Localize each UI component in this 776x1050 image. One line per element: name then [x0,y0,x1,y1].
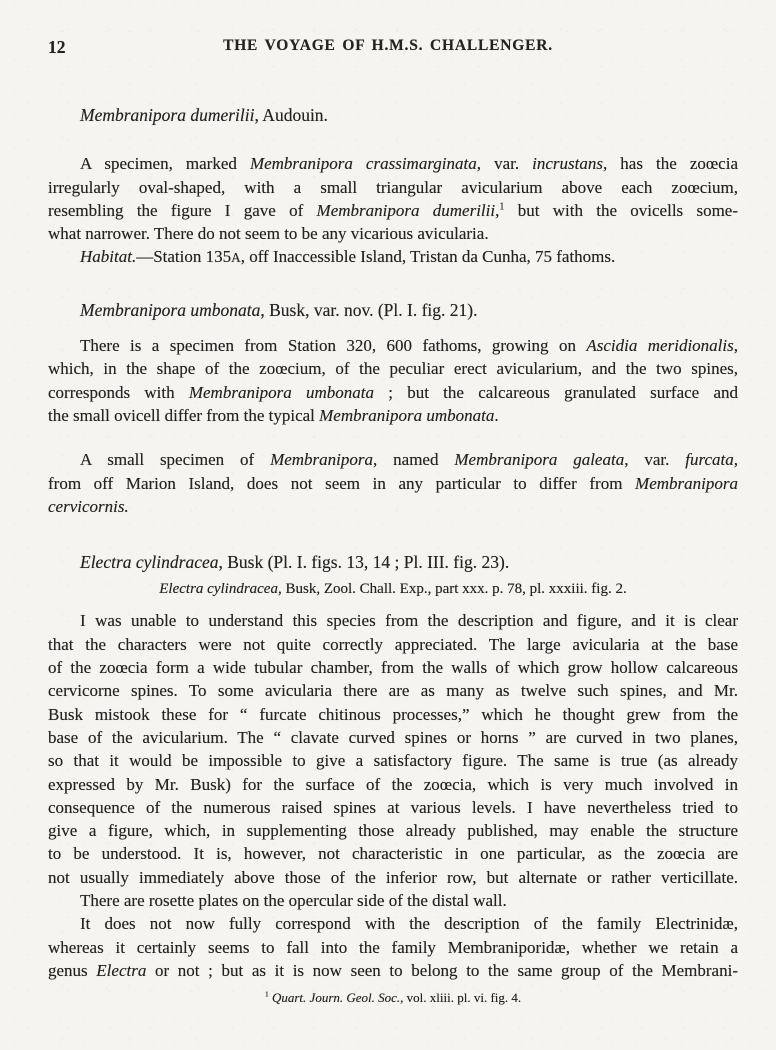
text-run: , Busk, var. nov. (Pl. I. fig. 21). [260,299,478,320]
text-line [48,199,738,222]
text-run: Habitat. [80,247,137,267]
text-run: but with the ovicells some- [504,200,738,220]
text-run: that the characters were not quite correctly appreciated. The large avicularia at the base [48,634,738,654]
text-line [48,495,738,518]
text-run: Membranipora dumerilii [80,105,255,125]
text-run: , Busk, Zool. Chall. Exp., part xxx. p. 78, pl. xxxiii. fig. 2. [277,581,627,598]
text-run: which, in the shape of the zoœcium, of the peculiar erect avicularium, and the two spines, [48,359,738,379]
text-run: Membranipora [635,473,738,493]
text-run: , named [373,450,455,470]
paragraph-family-classification [48,912,738,982]
text-run: Quart. Journ. Geol. Soc. [271,990,401,1006]
text-line [48,726,738,749]
text-run: , vol. xliii. pl. vi. fig. 4. [400,990,522,1006]
text-run: resembling the figure I gave of [48,200,317,220]
text-line [48,959,738,982]
text-line [48,472,738,495]
text-run: A [231,250,241,266]
text-line [48,656,738,679]
text-line [48,334,738,357]
text-line [48,889,738,912]
text-run: Membranipora umbonata [188,382,375,402]
paragraph-electra-discussion [48,609,738,889]
text-run: 1 [499,201,505,213]
page-body [0,104,776,1007]
text-line [48,357,738,380]
text-run: , Audouin. [254,105,328,125]
text-run: . [494,405,499,425]
text-run: base of the avicularium. The “ clavate curved spines or horns ” are curved in two planes, [48,727,738,747]
text-line [48,152,738,175]
paragraph-crassimarginata [48,152,738,245]
text-run: ; but the calcareous granulated surface and [374,382,738,402]
text-line [48,448,738,471]
text-run: of the zoœcia form a wide tubular chamber, from the walls of which grow hollow calcareous [48,658,738,678]
text-run: There are rosette plates on the opercular side of the distal wall. [80,891,507,911]
text-line [48,842,738,865]
text-run: irregularly oval-shaped, with a small triangular avicularium above each zoœcium, [48,177,738,197]
text-run: , Busk (Pl. I. figs. 13, 14 ; Pl. III. fig. 23). [218,552,510,573]
text-run: cervicornis. [48,496,129,516]
text-run: so that it would be impossible to give a satisfactory figure. The same is true (as already [48,751,738,771]
text-line [48,245,738,269]
text-run: Membranipora umbonata [319,405,495,425]
footnote [48,988,738,1007]
text-line [48,749,738,772]
text-line [48,912,738,935]
text-run: , off Inaccessible Island, Tristan da Cunha, 75 fathoms. [240,247,616,267]
page-header [0,0,776,59]
text-run: , [733,336,738,356]
text-run: Busk mistook these for “ furcate chitinous processes,” which he thought grew from the [48,704,738,724]
text-run: Membranipora crassimarginata [249,154,477,174]
text-line [48,404,738,427]
text-run: , var. [476,154,533,174]
text-run: Membranipora galeata [454,450,625,470]
text-line [48,819,738,842]
paragraph-station-320 [48,334,738,427]
habitat-line [48,245,738,269]
synonymy-citation [48,579,738,599]
text-run: incrustans [532,154,603,174]
text-run: cervicorne spines. To some avicularia there are as many as twelve such spines, and Mr. [48,681,738,701]
text-run: Electra [96,960,147,980]
text-run: Membranipora [270,450,374,470]
species-heading-membranipora-umbonata [48,299,738,322]
text-run: corresponds with [48,382,189,402]
page-number: 12 [48,37,66,57]
text-line [48,866,738,889]
running-title: THE VOYAGE OF H.M.S. CHALLENGER. [223,37,553,54]
text-line [48,796,738,819]
paragraph-galeata [48,448,738,518]
text-run: Membranipora dumerilii [316,200,496,220]
species-heading-electra-cylindracea [48,551,738,574]
text-line [48,936,738,959]
text-line [48,222,738,245]
text-run: genus [48,960,97,980]
text-run: to be understood. It is, however, not characteristic in one particular, as the zoœcia are [48,844,738,864]
text-run: Ascidia meridionalis [586,336,734,356]
text-line [48,679,738,702]
text-run: what narrower. There do not seem to be any vicarious avicularia. [48,224,489,244]
text-run: Membranipora umbonata [80,299,261,320]
text-run: It does not now fully correspond with the description of the family Electrinidæ, [80,914,738,934]
text-run: , has the zoœcia [603,154,738,174]
species-heading-membranipora-dumerilii [48,104,738,127]
text-run: whereas it certainly seems to fall into the family Membraniporidæ, whether we retain a [48,937,738,957]
text-run: I was unable to understand this species from the description and figure, and it is clear [80,611,738,631]
text-run: the small ovicell differ from the typical [48,405,320,425]
text-run: from off Marion Island, does not seem in any particular to differ from [48,473,636,493]
text-line [48,381,738,404]
text-run: not usually immediately above those of the inferior row, but alternate or rather verticillate. [48,867,738,887]
text-run: Electra cylindracea [159,581,278,598]
text-line [48,703,738,726]
text-run: or not ; but as it is now seen to belong to the same group of the Membrani- [146,960,738,980]
text-run: A specimen, marked [80,154,250,174]
text-run: , [733,450,738,470]
text-run: furcata [685,450,734,470]
text-line [48,633,738,656]
text-run: There is a specimen from Station 320, 600 fathoms, growing on [80,336,587,356]
text-run: expressed by Mr. Busk) for the surface of the zoœcia, which is very much involved in [48,774,738,794]
text-run: Electra cylindracea [80,552,219,573]
text-run: —Station 135 [136,247,232,267]
text-line [48,176,738,199]
rosette-plates-sentence [48,889,738,912]
text-line [48,609,738,632]
text-run: give a figure, which, in supplementing those already published, may enable the structure [48,821,738,841]
text-run: consequence of the numerous raised spines at various levels. I have nevertheless tried to [48,797,738,817]
text-run: A small specimen of [80,450,271,470]
text-run: , var. [624,450,686,470]
text-run: 1 [264,989,269,999]
text-line [48,773,738,796]
text-run: , [495,200,500,220]
